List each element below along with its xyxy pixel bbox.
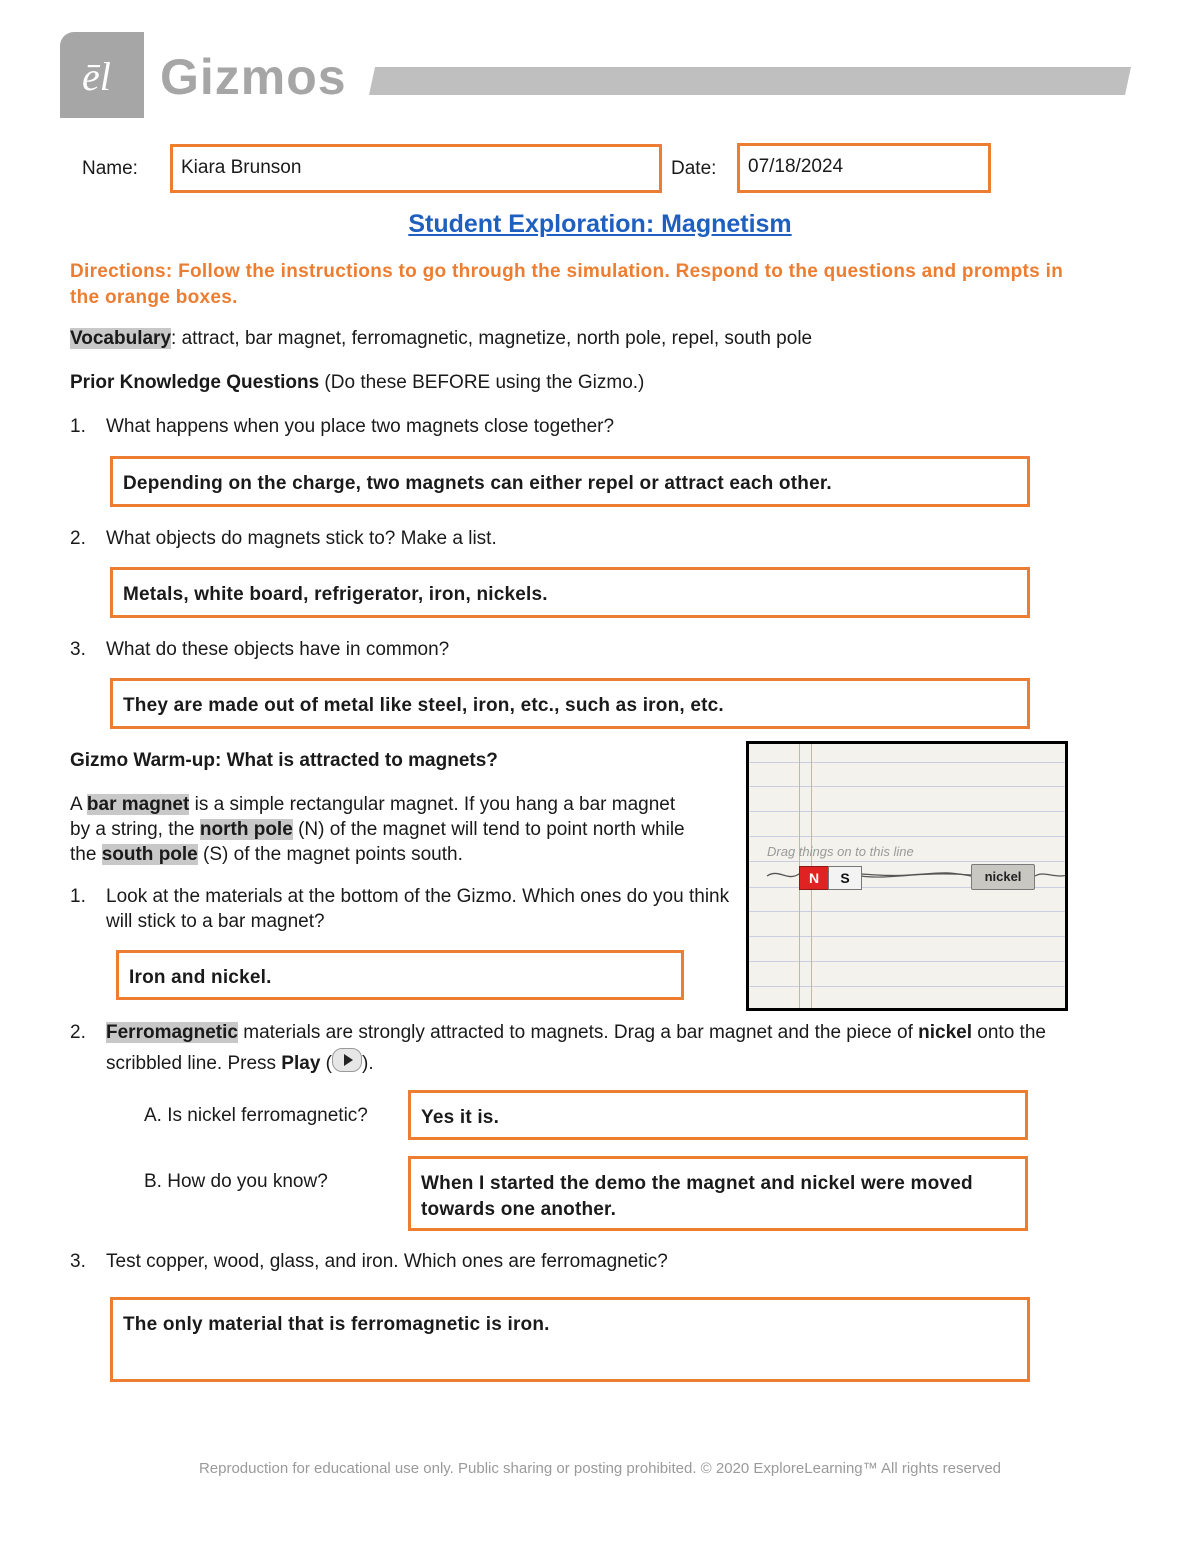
directions-text: Directions: Follow the instructions to go through the simulation. Respond to the questions and prompts in the orange boxes. xyxy=(70,261,1064,308)
page-title: Student Exploration: Magnetism xyxy=(408,210,792,238)
q2b-label: B. How do you know? xyxy=(144,1171,328,1192)
question-number: 3. xyxy=(70,1251,86,1272)
warmup-question-1 xyxy=(70,884,730,934)
term-ferromagnetic: Ferromagnetic xyxy=(106,1022,238,1043)
term-north-pole: north pole xyxy=(199,819,293,840)
explorelearning-logo-icon xyxy=(60,32,144,118)
prior-knowledge-heading xyxy=(70,372,644,394)
gizmo-screenshot xyxy=(746,741,1068,1011)
question-number: 1. xyxy=(70,416,86,437)
question-text: What objects do magnets stick to? Make a list. xyxy=(106,528,497,549)
intro-text: (S) of the magnet points south. xyxy=(197,844,463,865)
bar-magnet-north: N xyxy=(799,866,829,890)
copyright-footer: Reproduction for educational use only. Public sharing or posting prohibited. © 2020 ExploreLearning™ All rights reserved xyxy=(198,1460,1002,1477)
brand-name: Gizmos xyxy=(160,49,347,105)
header-bar xyxy=(369,67,1131,95)
date-label: Date: xyxy=(671,158,717,179)
term-nickel: nickel xyxy=(918,1022,972,1043)
term-bar-magnet: bar magnet xyxy=(86,794,190,815)
drag-hint: Drag things on to this line xyxy=(767,844,914,859)
question-text: What do these objects have in common? xyxy=(106,639,450,660)
prior-knowledge-title: Prior Knowledge Questions xyxy=(70,372,320,393)
warmup-answer-3[interactable]: The only material that is ferromagnetic is iron. xyxy=(110,1297,1030,1382)
intro-text: (N) of the magnet will tend to point north while the xyxy=(70,819,685,865)
prior-answer-1[interactable]: Depending on the charge, two magnets can either repel or attract each other. xyxy=(110,456,1030,507)
question-number: 2. xyxy=(70,1022,86,1043)
q2-text: materials are strongly attracted to magnets. Drag a bar magnet and the piece of xyxy=(237,1022,919,1043)
warmup-answer-1[interactable]: Iron and nickel. xyxy=(116,950,684,1000)
bar-magnet-south: S xyxy=(828,866,862,890)
intro-text: A xyxy=(70,794,87,815)
q2-text: ( xyxy=(320,1053,332,1074)
name-field[interactable]: Kiara Brunson xyxy=(170,144,662,193)
warmup-question-2 xyxy=(70,1017,1100,1079)
question-number: 2. xyxy=(70,528,86,549)
intro-text: is a simple rectangular magnet. If you hang a bar magnet by a string, the xyxy=(70,794,676,840)
gizmos-logo-mark xyxy=(60,32,144,118)
warmup-heading: Gizmo Warm-up: What is attracted to magnets? xyxy=(70,750,498,771)
q2-text: ). xyxy=(362,1053,374,1074)
vocabulary-label: Vocabulary xyxy=(70,328,172,349)
warmup-intro xyxy=(70,792,700,867)
prior-answer-3[interactable]: They are made out of metal like steel, iron, etc., such as iron, etc. xyxy=(110,678,1030,729)
question-number: 3. xyxy=(70,639,86,660)
logo-glyph: ēl xyxy=(82,54,111,99)
question-text: What happens when you place two magnets close together? xyxy=(106,416,615,437)
date-field[interactable]: 07/18/2024 xyxy=(737,143,991,193)
play-icon xyxy=(332,1048,362,1072)
q2a-label: A. Is nickel ferromagnetic? xyxy=(144,1105,368,1126)
q2b-answer[interactable]: When I started the demo the magnet and nickel were moved towards one another. xyxy=(408,1156,1028,1231)
prior-knowledge-note: (Do these BEFORE using the Gizmo.) xyxy=(319,372,645,393)
term-south-pole: south pole xyxy=(101,844,198,865)
q2a-answer[interactable]: Yes it is. xyxy=(408,1090,1028,1140)
vocabulary-line xyxy=(70,328,812,350)
question-text: Test copper, wood, glass, and iron. Which ones are ferromagnetic? xyxy=(106,1251,668,1272)
vocabulary-terms: : attract, bar magnet, ferromagnetic, magnetize, north pole, repel, south pole xyxy=(171,328,813,349)
name-label: Name: xyxy=(82,158,138,179)
question-number: 1. xyxy=(70,886,86,907)
q2-text: onto the scribbled line. Press xyxy=(106,1022,1046,1074)
prior-answer-2[interactable]: Metals, white board, refrigerator, iron, nickels. xyxy=(110,567,1030,618)
term-play: Play xyxy=(281,1053,321,1074)
question-text: Look at the materials at the bottom of the Gizmo. Which ones do you think will stick to a bar magnet? xyxy=(106,886,730,932)
question-text xyxy=(106,1017,1100,1079)
nickel-piece: nickel xyxy=(971,864,1035,890)
